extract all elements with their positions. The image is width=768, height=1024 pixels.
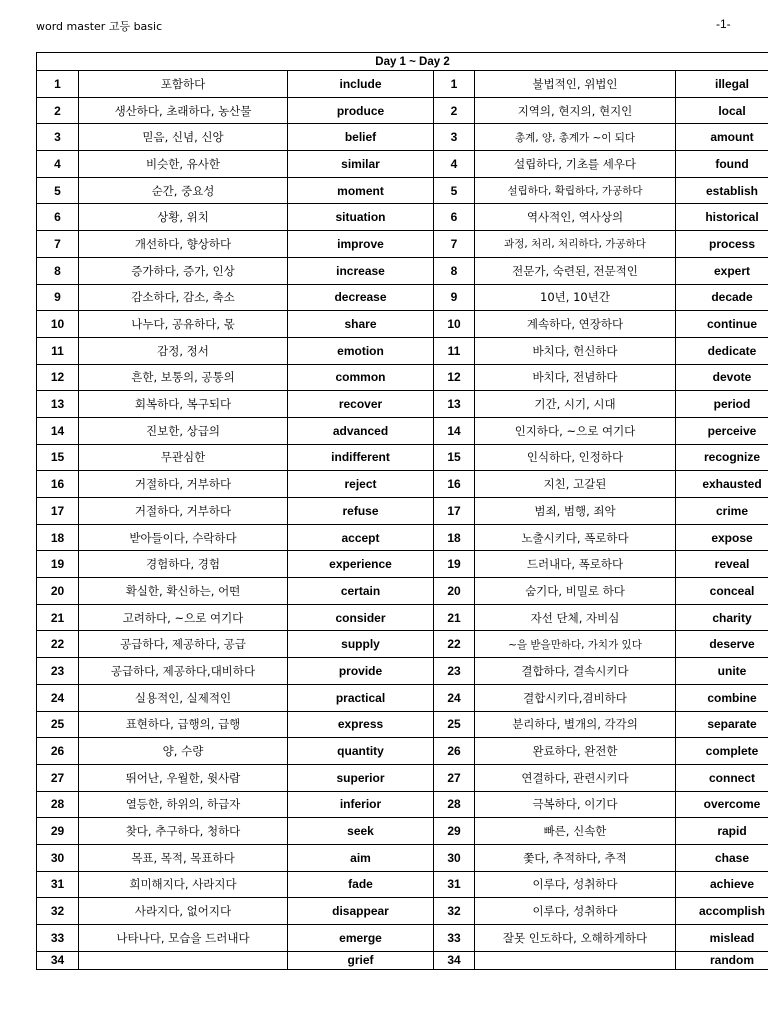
korean-meaning-left: 감소하다, 감소, 축소	[79, 284, 288, 311]
korean-meaning-left: 진보한, 상급의	[79, 417, 288, 444]
english-word-left: moment	[288, 177, 434, 204]
word-number-left: 18	[37, 524, 79, 551]
word-number-left: 29	[37, 818, 79, 845]
korean-meaning-left: 목표, 목적, 목표하다	[79, 844, 288, 871]
table-row	[37, 311, 768, 338]
word-number-right: 24	[434, 684, 475, 711]
table-row	[37, 818, 768, 845]
korean-meaning-left: 공급하다, 제공하다,대비하다	[79, 658, 288, 685]
english-word-left: decrease	[288, 284, 434, 311]
korean-meaning-right: 완료하다, 완전한	[475, 738, 676, 765]
word-number-right: 18	[434, 524, 475, 551]
english-word-right: illegal	[676, 71, 768, 98]
table-row	[37, 391, 768, 418]
english-word-left: quantity	[288, 738, 434, 765]
english-word-left: refuse	[288, 498, 434, 525]
english-word-right: rapid	[676, 818, 768, 845]
word-number-left: 4	[37, 151, 79, 178]
table-row	[37, 684, 768, 711]
table-row	[37, 631, 768, 658]
korean-meaning-right: 드러내다, 폭로하다	[475, 551, 676, 578]
table-row	[37, 658, 768, 685]
english-word-left: improve	[288, 231, 434, 258]
table-row	[37, 764, 768, 791]
english-word-right: dedicate	[676, 337, 768, 364]
korean-meaning-left: 표현하다, 급행의, 급행	[79, 711, 288, 738]
english-word-left: inferior	[288, 791, 434, 818]
word-number-left: 21	[37, 604, 79, 631]
english-word-right: continue	[676, 311, 768, 338]
english-word-right: expert	[676, 257, 768, 284]
english-word-left: grief	[288, 951, 434, 969]
korean-meaning-right: 자선 단체, 자비심	[475, 604, 676, 631]
word-number-right: 8	[434, 257, 475, 284]
word-number-left: 11	[37, 337, 79, 364]
english-word-right: charity	[676, 604, 768, 631]
korean-meaning-left: 사라지다, 없어지다	[79, 898, 288, 925]
korean-meaning-right: 10년, 10년간	[475, 284, 676, 311]
english-word-left: indifferent	[288, 444, 434, 471]
korean-meaning-right: 이루다, 성취하다	[475, 898, 676, 925]
table-row	[37, 97, 768, 124]
table-row	[37, 204, 768, 231]
word-number-left: 27	[37, 764, 79, 791]
word-number-left: 2	[37, 97, 79, 124]
table-row	[37, 604, 768, 631]
word-number-left: 5	[37, 177, 79, 204]
word-number-left: 10	[37, 311, 79, 338]
korean-meaning-right: 기간, 시기, 시대	[475, 391, 676, 418]
korean-meaning-right: 역사적인, 역사상의	[475, 204, 676, 231]
word-number-right: 28	[434, 791, 475, 818]
english-word-left: seek	[288, 818, 434, 845]
english-word-right: unite	[676, 658, 768, 685]
word-number-right: 25	[434, 711, 475, 738]
page-number: -1-	[716, 17, 731, 31]
english-word-left: share	[288, 311, 434, 338]
word-number-right: 29	[434, 818, 475, 845]
english-word-right: deserve	[676, 631, 768, 658]
word-number-left: 16	[37, 471, 79, 498]
word-number-left: 17	[37, 498, 79, 525]
word-number-right: 16	[434, 471, 475, 498]
korean-meaning-left: 감정, 정서	[79, 337, 288, 364]
english-word-left: reject	[288, 471, 434, 498]
word-number-right: 5	[434, 177, 475, 204]
word-number-left: 1	[37, 71, 79, 98]
word-number-left: 28	[37, 791, 79, 818]
english-word-right: period	[676, 391, 768, 418]
table-row	[37, 151, 768, 178]
english-word-right: recognize	[676, 444, 768, 471]
word-number-right: 10	[434, 311, 475, 338]
english-word-right: mislead	[676, 925, 768, 952]
english-word-left: accept	[288, 524, 434, 551]
english-word-left: disappear	[288, 898, 434, 925]
word-number-right: 19	[434, 551, 475, 578]
english-word-left: recover	[288, 391, 434, 418]
word-number-right: 13	[434, 391, 475, 418]
english-word-left: emerge	[288, 925, 434, 952]
word-number-right: 23	[434, 658, 475, 685]
table-row	[37, 711, 768, 738]
table-row	[37, 177, 768, 204]
table-row	[37, 444, 768, 471]
word-number-right: 17	[434, 498, 475, 525]
english-word-right: devote	[676, 364, 768, 391]
korean-meaning-left: 뛰어난, 우월한, 윗사람	[79, 764, 288, 791]
word-number-left: 12	[37, 364, 79, 391]
word-number-left: 26	[37, 738, 79, 765]
table-row	[37, 951, 768, 969]
korean-meaning-right: 범죄, 범행, 죄악	[475, 498, 676, 525]
english-word-right: complete	[676, 738, 768, 765]
english-word-left: aim	[288, 844, 434, 871]
korean-meaning-left: 회복하다, 복구되다	[79, 391, 288, 418]
korean-meaning-left: 나누다, 공유하다, 몫	[79, 311, 288, 338]
table-row	[37, 844, 768, 871]
word-number-left: 22	[37, 631, 79, 658]
english-word-left: experience	[288, 551, 434, 578]
korean-meaning-left: 찾다, 추구하다, 청하다	[79, 818, 288, 845]
english-word-right: combine	[676, 684, 768, 711]
vocabulary-sheet	[36, 52, 768, 970]
korean-meaning-left: 양, 수량	[79, 738, 288, 765]
word-number-right: 26	[434, 738, 475, 765]
english-word-right: exhausted	[676, 471, 768, 498]
word-number-right: 6	[434, 204, 475, 231]
word-number-right: 15	[434, 444, 475, 471]
korean-meaning-left: 포함하다	[79, 71, 288, 98]
word-number-right: 34	[434, 951, 475, 969]
korean-meaning-right: 총계, 양, 총계가 ~이 되다	[475, 124, 676, 151]
korean-meaning-right: 숨기다, 비밀로 하다	[475, 578, 676, 605]
vocabulary-table	[36, 52, 768, 970]
english-word-right: accomplish	[676, 898, 768, 925]
word-number-left: 13	[37, 391, 79, 418]
word-number-right: 12	[434, 364, 475, 391]
english-word-left: similar	[288, 151, 434, 178]
english-word-left: increase	[288, 257, 434, 284]
korean-meaning-right: 노출시키다, 폭로하다	[475, 524, 676, 551]
word-number-left: 7	[37, 231, 79, 258]
document-header-title: word master 고등 basic	[36, 20, 163, 33]
korean-meaning-right: 계속하다, 연장하다	[475, 311, 676, 338]
korean-meaning-left: 흔한, 보통의, 공통의	[79, 364, 288, 391]
table-row	[37, 524, 768, 551]
english-word-left: provide	[288, 658, 434, 685]
korean-meaning-right: 연결하다, 관련시키다	[475, 764, 676, 791]
word-number-left: 9	[37, 284, 79, 311]
korean-meaning-right: 결합시키다,겸비하다	[475, 684, 676, 711]
korean-meaning-right: 잘못 인도하다, 오해하게하다	[475, 925, 676, 952]
english-word-left: situation	[288, 204, 434, 231]
english-word-left: advanced	[288, 417, 434, 444]
word-number-left: 33	[37, 925, 79, 952]
word-number-right: 11	[434, 337, 475, 364]
korean-meaning-left: 순간, 중요성	[79, 177, 288, 204]
word-number-left: 32	[37, 898, 79, 925]
korean-meaning-left	[79, 951, 288, 969]
korean-meaning-right: 설립하다, 확립하다, 가공하다	[475, 177, 676, 204]
english-word-left: certain	[288, 578, 434, 605]
english-word-left: include	[288, 71, 434, 98]
word-number-left: 31	[37, 871, 79, 898]
table-row	[37, 257, 768, 284]
word-number-left: 30	[37, 844, 79, 871]
english-word-left: produce	[288, 97, 434, 124]
table-row	[37, 71, 768, 98]
korean-meaning-right: ~을 받을만하다, 가치가 있다	[475, 631, 676, 658]
korean-meaning-right: 쫓다, 추적하다, 추적	[475, 844, 676, 871]
english-word-left: practical	[288, 684, 434, 711]
english-word-right: establish	[676, 177, 768, 204]
word-number-right: 20	[434, 578, 475, 605]
korean-meaning-left: 믿음, 신념, 신앙	[79, 124, 288, 151]
english-word-right: crime	[676, 498, 768, 525]
korean-meaning-left: 증가하다, 증가, 인상	[79, 257, 288, 284]
korean-meaning-right: 바치다, 전념하다	[475, 364, 676, 391]
english-word-right: chase	[676, 844, 768, 871]
english-word-right: local	[676, 97, 768, 124]
english-word-right: expose	[676, 524, 768, 551]
word-number-right: 2	[434, 97, 475, 124]
korean-meaning-left: 무관심한	[79, 444, 288, 471]
korean-meaning-left: 희미해지다, 사라지다	[79, 871, 288, 898]
korean-meaning-left: 비슷한, 유사한	[79, 151, 288, 178]
english-word-left: belief	[288, 124, 434, 151]
table-row	[37, 925, 768, 952]
word-number-left: 15	[37, 444, 79, 471]
korean-meaning-right: 분리하다, 별개의, 각각의	[475, 711, 676, 738]
english-word-right: separate	[676, 711, 768, 738]
word-number-left: 34	[37, 951, 79, 969]
korean-meaning-left: 받아들이다, 수락하다	[79, 524, 288, 551]
korean-meaning-left: 경험하다, 경험	[79, 551, 288, 578]
korean-meaning-right: 지친, 고갈된	[475, 471, 676, 498]
english-word-right: overcome	[676, 791, 768, 818]
english-word-right: random	[676, 951, 768, 969]
table-row	[37, 364, 768, 391]
word-number-left: 3	[37, 124, 79, 151]
table-row	[37, 871, 768, 898]
english-word-right: amount	[676, 124, 768, 151]
english-word-right: achieve	[676, 871, 768, 898]
word-number-right: 33	[434, 925, 475, 952]
table-row	[37, 498, 768, 525]
korean-meaning-right: 인식하다, 인정하다	[475, 444, 676, 471]
english-word-left: common	[288, 364, 434, 391]
word-number-left: 6	[37, 204, 79, 231]
korean-meaning-right: 바치다, 헌신하다	[475, 337, 676, 364]
korean-meaning-right: 과정, 처리, 처리하다, 가공하다	[475, 231, 676, 258]
word-number-right: 4	[434, 151, 475, 178]
table-row	[37, 738, 768, 765]
korean-meaning-left: 열등한, 하위의, 하급자	[79, 791, 288, 818]
english-word-left: superior	[288, 764, 434, 791]
english-word-left: emotion	[288, 337, 434, 364]
table-row	[37, 578, 768, 605]
korean-meaning-right: 결합하다, 결속시키다	[475, 658, 676, 685]
korean-meaning-right: 극복하다, 이기다	[475, 791, 676, 818]
korean-meaning-left: 거절하다, 거부하다	[79, 498, 288, 525]
day-range-row	[37, 53, 768, 71]
table-row	[37, 417, 768, 444]
korean-meaning-right: 전문가, 숙련된, 전문적인	[475, 257, 676, 284]
table-row	[37, 231, 768, 258]
word-number-right: 31	[434, 871, 475, 898]
word-number-right: 14	[434, 417, 475, 444]
word-number-left: 23	[37, 658, 79, 685]
english-word-left: supply	[288, 631, 434, 658]
korean-meaning-left: 공급하다, 제공하다, 공급	[79, 631, 288, 658]
word-number-right: 7	[434, 231, 475, 258]
korean-meaning-left: 고려하다, ~으로 여기다	[79, 604, 288, 631]
word-number-right: 27	[434, 764, 475, 791]
table-row	[37, 284, 768, 311]
korean-meaning-right: 이루다, 성취하다	[475, 871, 676, 898]
word-number-left: 8	[37, 257, 79, 284]
korean-meaning-left: 거절하다, 거부하다	[79, 471, 288, 498]
word-number-left: 14	[37, 417, 79, 444]
english-word-right: process	[676, 231, 768, 258]
table-row	[37, 898, 768, 925]
english-word-right: reveal	[676, 551, 768, 578]
word-number-left: 20	[37, 578, 79, 605]
word-number-right: 9	[434, 284, 475, 311]
english-word-right: perceive	[676, 417, 768, 444]
korean-meaning-left: 실용적인, 실제적인	[79, 684, 288, 711]
day-range-title: Day 1 ~ Day 2	[37, 53, 768, 71]
word-number-right: 1	[434, 71, 475, 98]
table-row	[37, 471, 768, 498]
word-number-right: 21	[434, 604, 475, 631]
korean-meaning-left: 나타나다, 모습을 드러내다	[79, 925, 288, 952]
korean-meaning-right: 불법적인, 위법인	[475, 71, 676, 98]
word-number-right: 22	[434, 631, 475, 658]
korean-meaning-left: 개선하다, 향상하다	[79, 231, 288, 258]
word-number-right: 3	[434, 124, 475, 151]
english-word-left: express	[288, 711, 434, 738]
word-number-left: 24	[37, 684, 79, 711]
table-row	[37, 791, 768, 818]
english-word-right: historical	[676, 204, 768, 231]
english-word-right: decade	[676, 284, 768, 311]
table-row	[37, 124, 768, 151]
table-row	[37, 337, 768, 364]
korean-meaning-right	[475, 951, 676, 969]
korean-meaning-left: 확실한, 확신하는, 어떤	[79, 578, 288, 605]
english-word-left: fade	[288, 871, 434, 898]
english-word-right: conceal	[676, 578, 768, 605]
english-word-right: connect	[676, 764, 768, 791]
table-row	[37, 551, 768, 578]
korean-meaning-right: 지역의, 현지의, 현지인	[475, 97, 676, 124]
korean-meaning-left: 상황, 위치	[79, 204, 288, 231]
korean-meaning-right: 인지하다, ~으로 여기다	[475, 417, 676, 444]
english-word-right: found	[676, 151, 768, 178]
korean-meaning-right: 설립하다, 기초를 세우다	[475, 151, 676, 178]
word-number-left: 19	[37, 551, 79, 578]
korean-meaning-left: 생산하다, 초래하다, 농산물	[79, 97, 288, 124]
word-number-right: 32	[434, 898, 475, 925]
word-number-right: 30	[434, 844, 475, 871]
korean-meaning-right: 빠른, 신속한	[475, 818, 676, 845]
word-number-left: 25	[37, 711, 79, 738]
english-word-left: consider	[288, 604, 434, 631]
